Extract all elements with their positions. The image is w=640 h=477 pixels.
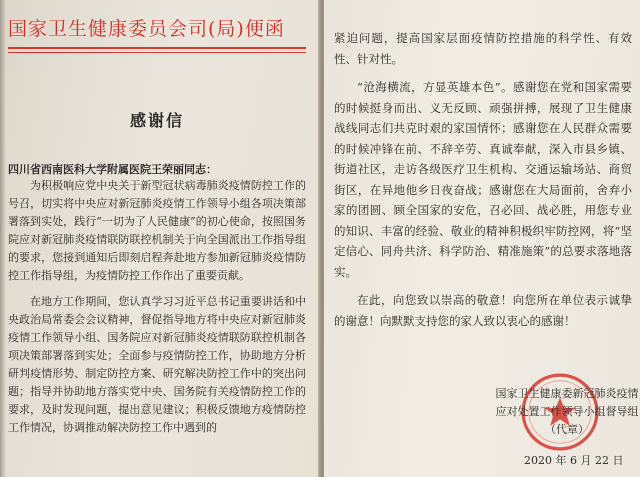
signature-line-3: （代章） <box>545 423 589 436</box>
body-paragraph-4: 在此，向您致以崇高的敬意！向您所在单位表示诚挚的谢意！向默默支持您的家人致以衷心的感谢！ <box>334 293 632 328</box>
page-edge-shadow <box>0 0 6 477</box>
letter-title: 感谢信 <box>129 111 184 130</box>
signature-line-1: 国家卫生健康委新冠肺炎疫情 <box>495 387 639 400</box>
signature-line-2: 应对处置工作领导小组督导组 <box>495 405 639 418</box>
body-paragraph-1: 为积极响应党中央关于新型冠状病毒肺炎疫情防控工作的号召，切实将中央应对新冠肺炎疫情工作领导小组各项决策部署落到实处，践行“一切为了人民健康”的初心使命，按照国务院应对新冠肺炎疫情联防联控机制关于向全国派出工作指导组的要求，您接到通知后即刻启程奔赴地方参加新冠肺炎疫情防控工作指导组，为疫情防控工作作出了重要贡献。 <box>8 179 306 282</box>
signature-block <box>492 385 640 439</box>
letter-date: 2020 年 6 月 22 日 <box>524 454 624 467</box>
body-paragraph-2-continued: 紧迫问题，提高国家层面疫情防控措施的科学性、有效性、针对性。 <box>334 31 632 66</box>
body-paragraph-3: “沧海横流，方显英雄本色”。感谢您在党和国家需要的时候挺身而出、义无反顾、顽强拼搏，展现了卫生健康战线同志们共克时艰的家国情怀；感谢您在人民群众需要的时候冲锋在前、不辞辛劳、真诚奉献，深入市县乡镇、街道社区，走访各级医疗卫生机构、交通运输场站、商贸街区，在异地他乡日夜奋战；感谢您在大局面前，舍弃小家的团圆、顾全国家的安危，召必回、战必胜，用您专业的知识、丰富的经验、敬业的精神积极织牢防控网，将“坚定信心、同舟共济、科学防治、精准施策”的总要求落地落实。 <box>334 80 632 279</box>
letterhead-title: 国家卫生健康委员会司(局)便函 <box>8 18 285 40</box>
right-page <box>324 0 640 477</box>
right-page-body <box>334 28 632 331</box>
body-paragraph-2: 在地方工作期间，您认真学习习近平总书记重要讲话和中央政治局常委会会议精神，督促指导地方将中央应对新冠肺炎疫情工作领导小组、国务院应对新冠肺炎疫情联防联控机制各项决策部署落到实处；全面参与疫情防控工作，协助地方分析研判疫情形势、制定防控方案、研究解决防控工作中的突出问题；指导并协助地方落实党中央、国务院有关疫情防控工作的要求，及时发现问题，提出意见建议；积极反馈地方疫情防控工作情况，协调推动解决防控工作中遇到的 <box>8 295 306 434</box>
letterhead-rule <box>8 47 306 49</box>
letterhead-rule-thin <box>8 52 306 53</box>
salutation: 四川省西南医科大学附属医院王荣丽同志： <box>8 163 217 176</box>
